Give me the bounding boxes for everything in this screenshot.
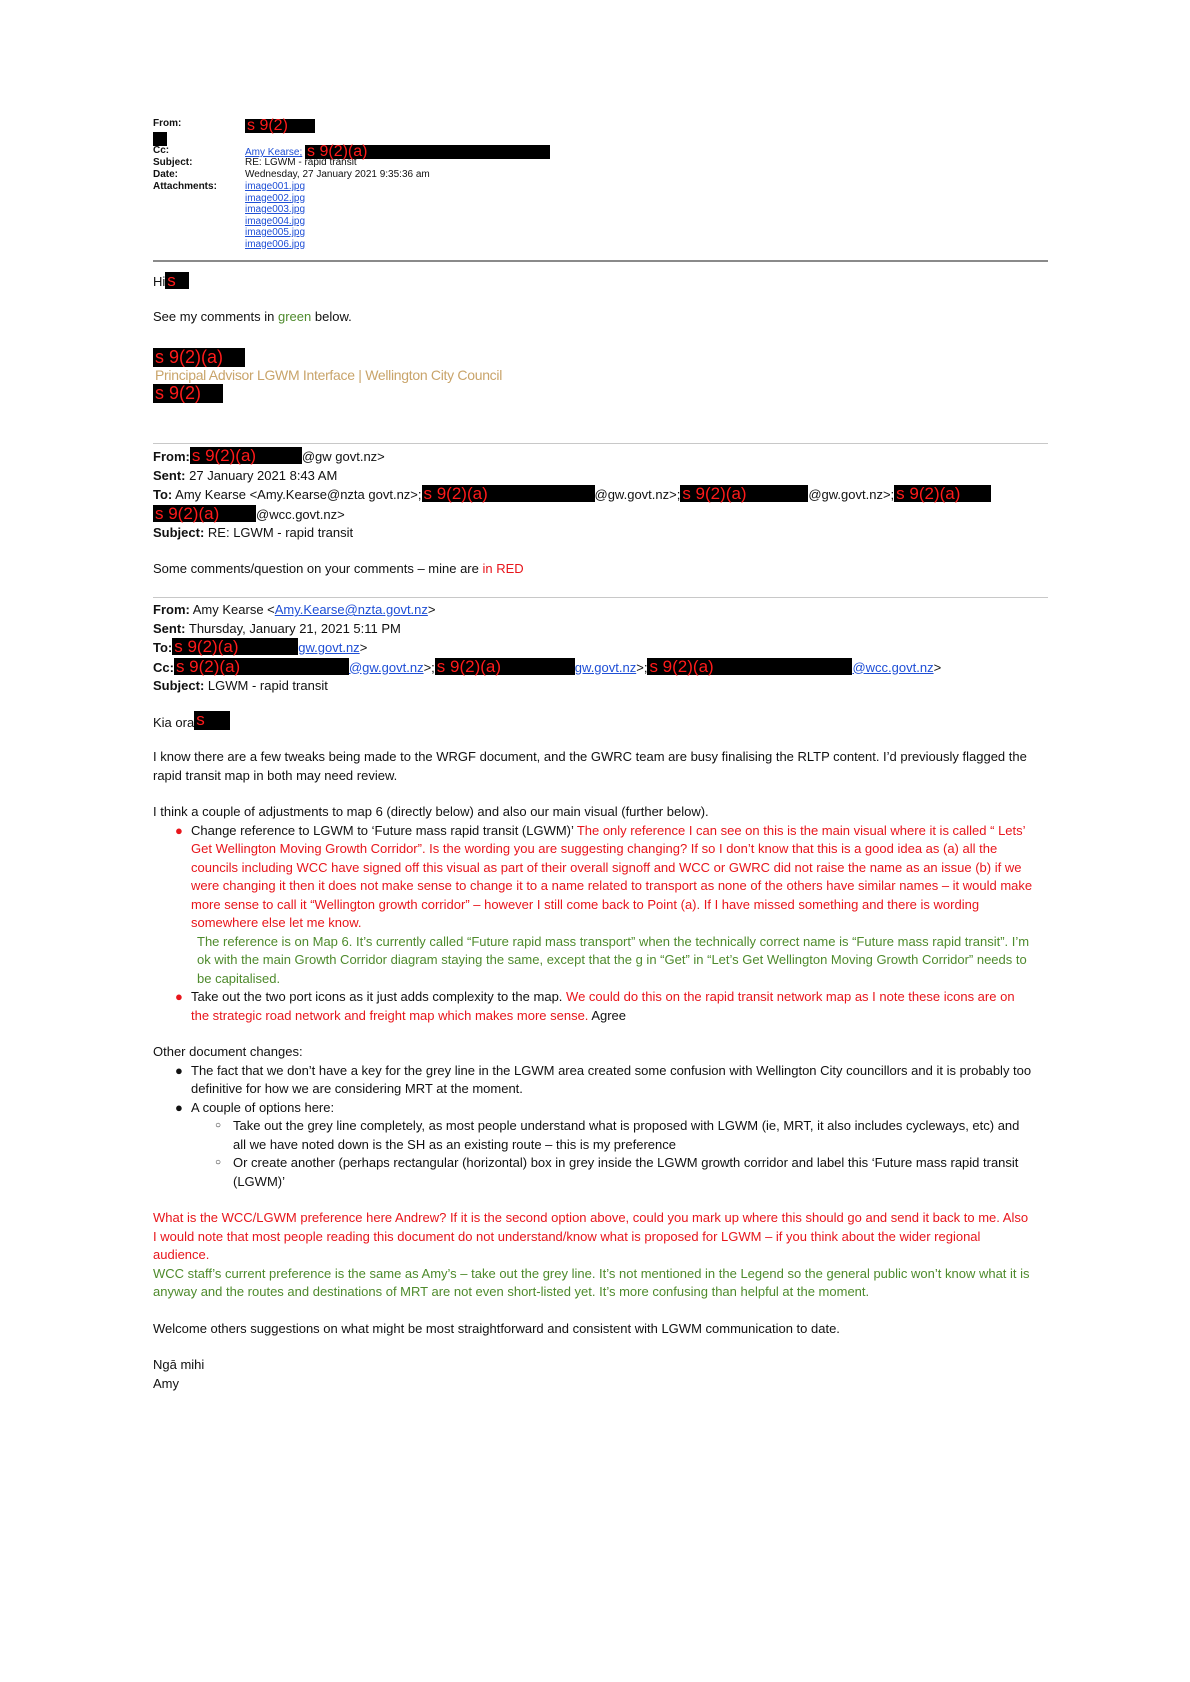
intro-line: See my comments in green below. xyxy=(153,309,352,324)
signature-name-redaction: s 9(2)(a) xyxy=(153,348,245,369)
attachment-link[interactable]: image001.jpg xyxy=(245,181,306,192)
header-divider xyxy=(153,260,1048,262)
divider xyxy=(153,597,1048,598)
divider xyxy=(153,443,1048,444)
subject-label: Subject: xyxy=(153,157,193,168)
greeting: Hi s xyxy=(153,272,189,292)
signature-phone-redaction: s 9(2) xyxy=(153,384,223,405)
bullet-item: ● Change reference to LGWM to ‘Future mass rapid transit (LGWM)’ The only reference I can see on this is the main visual where it is called “ Lets’ Get Wellington Moving Growth Corridor”. Is the wording you are suggesting changing? If so I don’t know that this is a good idea as (a) all the councils including WCC have signed off this visual as part of their overall signoff and WCC or GWRC did not raise the name as an issue (b) if we were changing it then it does not make sense to change it to a name related to transport as none of the others have similar names – it would make more sense to call it “Wellington growth corridor” – however I still come back to Point (a). If I have missed something and there is wording somewhere else let me know. xyxy=(175,822,1033,930)
bullet-item: ● The fact that we don’t have a key for the grey line in the LGWM area created some confusion with Wellington City councillors and it is probably too definitive for how we are considering MRT at the moment. xyxy=(175,1062,1032,1096)
sub-bullet-item: ○ Or create another (perhaps rectangular (horizontal) box in grey inside the LGWM growth corridor and label this ‘Future mass rapid transit (LGWM)’ xyxy=(215,1155,1019,1189)
sub-bullet-item: ○ Take out the grey line completely, as most people understand what is proposed with LGWM (ie, MRT, it also includes cycleways, etc) and all we have noted down is the SH as an existing route – this is my preference xyxy=(215,1118,1020,1152)
attachments-label: Attachments: xyxy=(153,181,217,192)
cc-redaction: s 9(2)(a) xyxy=(305,145,550,159)
attachment-link[interactable]: image006.jpg xyxy=(245,238,306,250)
date-value: Wednesday, 27 January 2021 9:35:36 am xyxy=(245,169,430,180)
from-email-link[interactable]: Amy.Kearse@nzta.govt.nz xyxy=(274,602,428,617)
from-redaction: s 9(2) xyxy=(245,119,315,134)
attachments-list xyxy=(245,181,305,250)
other-heading: Other document changes: xyxy=(153,1044,303,1059)
date-label: Date: xyxy=(153,169,179,180)
from-label: From: xyxy=(153,118,182,129)
email3-header: From: Amy Kearse <Amy.Kearse@nzta.govt.nz> Sent: Thursday, January 21, 2021 5:11 PM To: s 9(2)(a) gw.govt.nz> Cc: s 9(2)(a) @gw.govt.nz>; s 9(2)(a) gw.govt.nz>; s 9(2)(a) @wcc.govt.nz> Subject: LGWM - rapid transit xyxy=(153,602,942,693)
subject-value: RE: LGWM - rapid transit xyxy=(245,157,357,168)
cc-email-link[interactable]: gw.govt.nz xyxy=(574,659,637,675)
email2-header: From: s 9(2)(a) @gw govt.nz> Sent: 27 January 2021 8:43 AM To: Amy Kearse <Amy.Kearse@nzta govt.nz>; s 9(2)(a) @gw.govt.nz>; s 9(2)(a) @gw.govt.nz>; s 9(2)(a) s 9(2)(a) @wcc.govt.nz> Subject: RE: LGWM - rapid transit xyxy=(153,447,1053,543)
closing: Welcome others suggestions on what might be most straightforward and consistent with LGWM communication to date. xyxy=(153,1320,840,1336)
paragraph: I know there are a few tweaks being made to the WRGF document, and the GWRC team are busy finalising the RLTP content. I’d previously flagged the rapid transit map in both may need review. xyxy=(153,749,1027,783)
green-comment: The reference is on Map 6. It’s currently called “Future rapid mass transport” when the technically correct name is “Future mass rapid transit”. I’m ok with the main Growth Corridor diagram staying the same, except that the g in “Get” in “Let’s Get Wellington Moving Growth Corridor” needs to be capitalised. xyxy=(197,933,1030,986)
green-paragraph: WCC staff’s current preference is the same as Amy’s – take out the grey line. It’s not mentioned in the Legend so the general public won’t know what it is anyway and the routes and destinations of MRT are not even short-listed yet. It’s more confusing than helpful at the moment. xyxy=(153,1265,1030,1299)
email3-greeting: Kia ora s xyxy=(153,711,230,733)
cc-link[interactable]: Amy Kearse; xyxy=(245,147,303,158)
email2-comment: Some comments/question on your comments – mine are in RED xyxy=(153,561,524,576)
red-paragraph: What is the WCC/LGWM preference here Andrew? If it is the second option above, could you mark up where this should go and send it back to me. Also I would note that most people reading this document do not understand/know what is proposed for LGWM – if you think about the wider regional audience. xyxy=(153,1210,1029,1262)
bullet-item: ● Take out the two port icons as it just adds complexity to the map. We could do this on the rapid transit network map as I note these icons are on the strategic road network and freight map which makes more sense. Agree xyxy=(175,989,1015,1023)
cc-email-link[interactable]: @gw.govt.nz xyxy=(348,659,424,675)
bullet-item: ● A couple of options here: xyxy=(175,1099,335,1115)
email3-body xyxy=(153,748,1033,1393)
signature-title: Principal Advisor LGWM Interface | Wellington City Council xyxy=(155,367,503,383)
signoff: Ngā mihi xyxy=(153,1357,205,1372)
sender-name: Amy xyxy=(153,1375,179,1391)
cc-label: Cc: xyxy=(153,145,170,156)
paragraph: I think a couple of adjustments to map 6 (directly below) and also our main visual (further below). xyxy=(153,804,709,819)
attachment-link[interactable]: image005.jpg xyxy=(245,227,306,238)
attachment-link[interactable]: image004.jpg xyxy=(245,215,306,227)
attachment-link[interactable]: image003.jpg xyxy=(245,204,306,215)
to-email-link[interactable]: gw.govt.nz xyxy=(298,640,360,655)
attachment-link[interactable]: image002.jpg xyxy=(245,192,306,204)
cc-email-link[interactable]: @wcc.govt.nz xyxy=(852,659,934,675)
